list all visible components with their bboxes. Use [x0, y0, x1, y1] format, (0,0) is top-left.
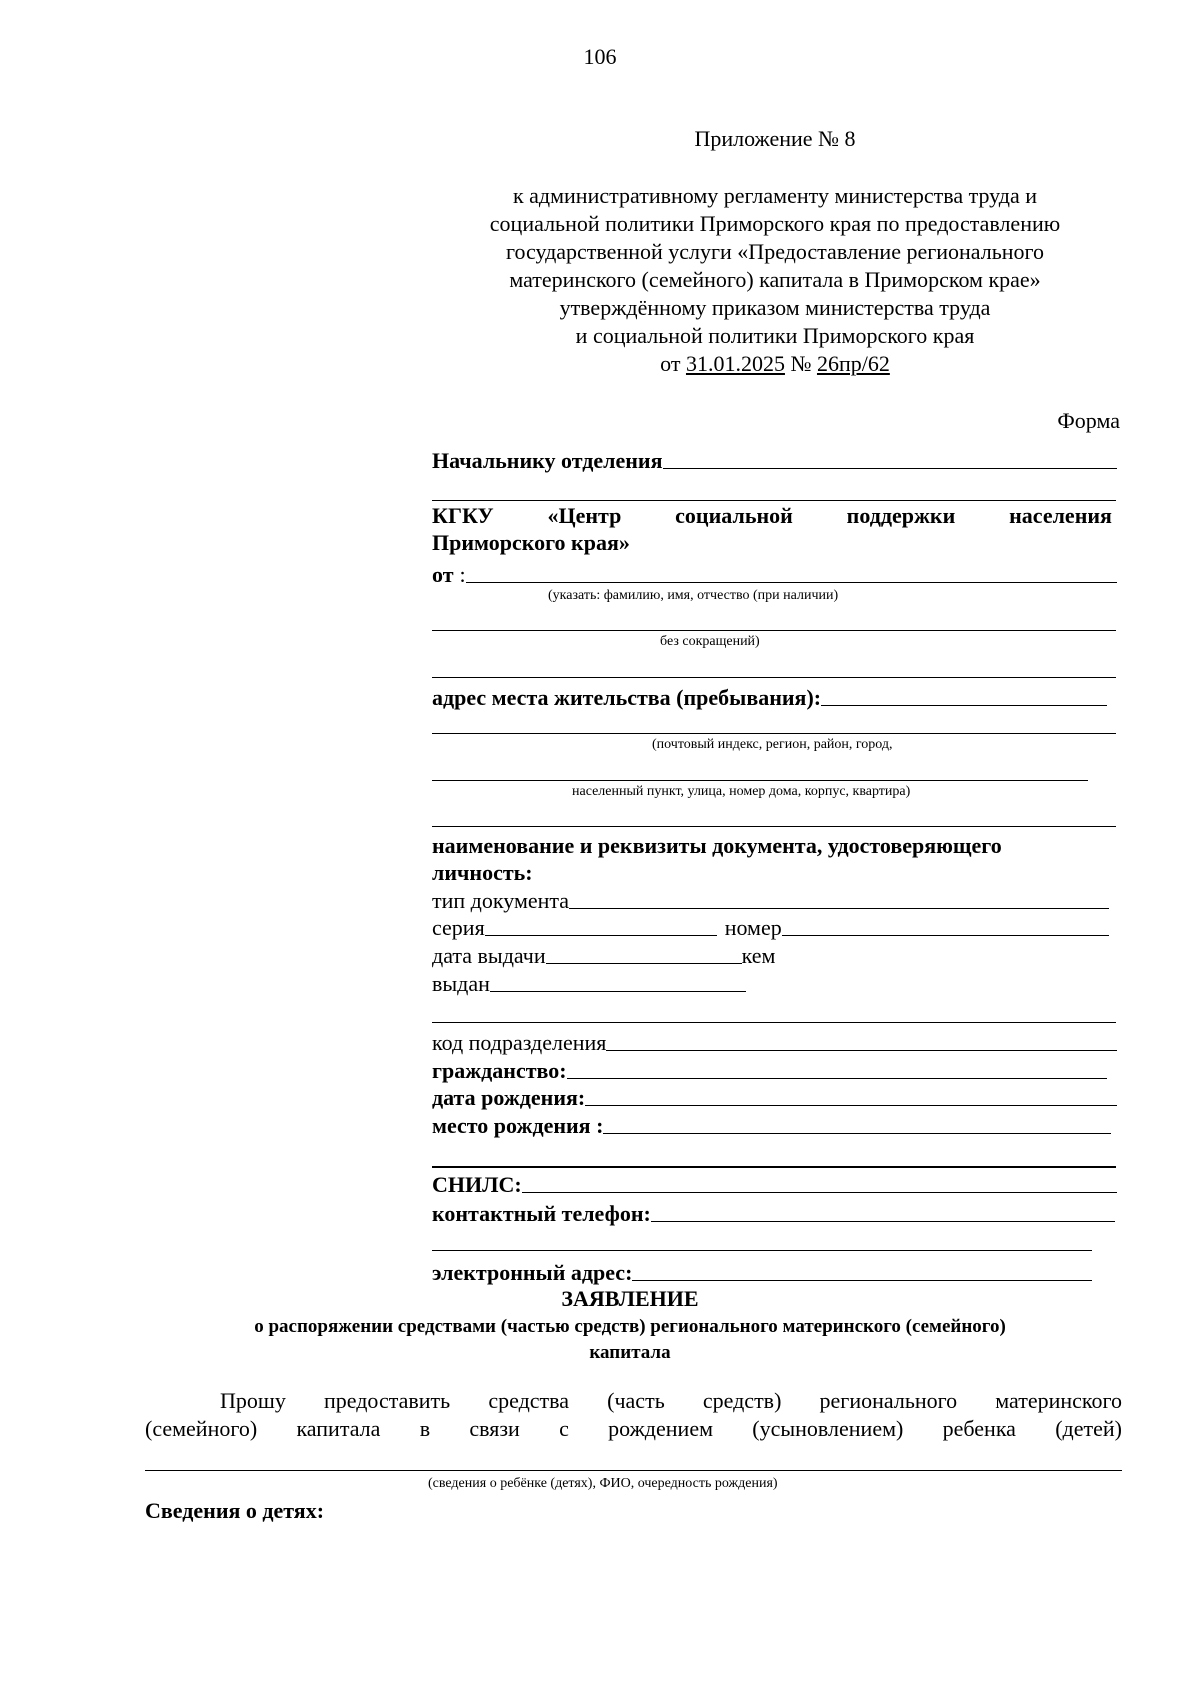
document-type-field[interactable]: [432, 884, 1109, 914]
snils-label: СНИЛС:: [432, 1172, 522, 1197]
email-line: [632, 1280, 1092, 1281]
hint-fio: (указать: фамилию, имя, отчество (при наличии): [548, 588, 839, 603]
division-code-label: код подразделения: [432, 1030, 607, 1055]
para-word: рождением: [608, 1416, 713, 1441]
para-word: регионального: [819, 1388, 958, 1413]
citizenship-label: гражданство:: [432, 1058, 567, 1083]
snils-field[interactable]: [432, 1168, 1117, 1198]
division-code-line: [606, 1050, 1117, 1051]
head-of-department-line: [663, 468, 1117, 469]
order-number-sign: №: [790, 351, 812, 376]
series-label: серия: [432, 915, 485, 940]
head-of-department-field[interactable]: [432, 444, 1117, 474]
blank-line: [432, 630, 1116, 631]
issued-by-line: [490, 991, 746, 992]
id-document-heading-2: личность:: [432, 860, 533, 885]
blank-line: [432, 677, 1116, 678]
from-colon: :: [459, 562, 466, 587]
para-word: материнского: [995, 1388, 1122, 1413]
id-document-heading: наименование и реквизиты документа, удостоверяющего: [432, 833, 1002, 858]
kgku-word: социальной: [675, 503, 793, 528]
para-word: (часть: [607, 1388, 665, 1413]
regulation-line: социальной политики Приморского края по предоставлению: [489, 211, 1061, 236]
hint-no-abbreviation: без сокращений): [660, 634, 760, 649]
blank-line: [432, 780, 1088, 781]
order-line: [430, 350, 1120, 378]
hint-address-2: населенный пункт, улица, номер дома, корпус, квартира): [572, 784, 911, 799]
snils-line: [522, 1192, 1117, 1193]
regulation-line: государственной услуги «Предоставление регионального: [505, 239, 1045, 264]
kgku-line: [432, 503, 1112, 529]
para-word: с: [559, 1416, 569, 1441]
email-field[interactable]: [432, 1256, 1092, 1286]
birth-date-label: дата рождения:: [432, 1085, 586, 1110]
order-date: 31.01.2025: [685, 351, 785, 376]
document-type-label: тип документа: [432, 888, 570, 913]
citizenship-field[interactable]: [432, 1054, 1107, 1084]
para-word: капитала: [296, 1416, 381, 1441]
issue-date-label: дата выдачи: [432, 943, 546, 968]
birth-place-line: [603, 1133, 1111, 1134]
from-label: от: [432, 562, 454, 587]
address-line: [821, 705, 1107, 706]
blank-line: [432, 826, 1116, 827]
para-word: (семейного): [145, 1416, 258, 1441]
kgku-word: поддержки: [846, 503, 956, 528]
para-word: средств): [702, 1388, 782, 1413]
para-word: ребенка: [942, 1416, 1016, 1441]
number-line: [782, 935, 1109, 936]
birth-place-label: место рождения :: [432, 1113, 604, 1138]
para-word: (усыновлением): [752, 1416, 904, 1441]
series-number-field[interactable]: [432, 911, 1109, 941]
form-label: Форма: [1057, 408, 1120, 433]
address-field[interactable]: [432, 681, 1107, 711]
page-number: 106: [583, 44, 617, 69]
citizenship-line: [567, 1078, 1107, 1079]
order-prefix: от: [660, 351, 681, 376]
birth-date-line: [585, 1105, 1117, 1106]
phone-label: контактный телефон:: [432, 1201, 651, 1226]
blank-line: [432, 1022, 1116, 1023]
regulation-line: утверждённому приказом министерства труда: [559, 295, 991, 320]
head-of-department-label: Начальнику отделения: [432, 448, 663, 473]
para-word: (детей): [1055, 1416, 1122, 1441]
blank-line: [432, 500, 1116, 501]
regulation-line: материнского (семейного) капитала в Приморском крае»: [509, 267, 1041, 292]
appendix-title: Приложение № 8: [694, 126, 856, 151]
address-label: адрес места жительства (пребывания):: [432, 685, 822, 710]
regulation-line: и социальной политики Приморского края: [575, 323, 975, 348]
para-word: связи: [469, 1416, 520, 1441]
issued-by-label: кем: [741, 943, 776, 968]
email-label: электронный адрес:: [432, 1260, 633, 1285]
kgku-word: КГКУ: [432, 503, 494, 528]
statement-paragraph-line-2: [145, 1416, 1122, 1442]
birth-date-field[interactable]: [432, 1081, 1117, 1111]
children-heading: Сведения о детях:: [145, 1498, 325, 1523]
kgku-word: населения: [1009, 503, 1112, 528]
from-field[interactable]: [432, 558, 1117, 588]
kgku-line-2: Приморского края»: [432, 530, 630, 555]
para-word: предоставить: [323, 1388, 451, 1413]
number-label: номер: [724, 915, 782, 940]
statement-paragraph-line-1: [145, 1388, 1122, 1414]
blank-line: [432, 733, 1116, 734]
issue-date-field[interactable]: [432, 939, 775, 969]
division-code-field[interactable]: [432, 1026, 1117, 1056]
order-number: 26пр/62: [816, 351, 890, 376]
document-type-line: [569, 908, 1109, 909]
regulation-reference: [430, 182, 1120, 378]
para-word: в: [419, 1416, 431, 1441]
blank-line: [432, 1250, 1092, 1251]
statement-title: ЗАЯВЛЕНИЕ: [561, 1286, 699, 1311]
kgku-word: «Центр: [547, 503, 622, 528]
para-word: средства: [488, 1388, 570, 1413]
statement-subtitle: о распоряжении средствами (частью средств) регионального материнского (семейного): [254, 1316, 1006, 1337]
regulation-line: к административному регламенту министерства труда и: [512, 183, 1038, 208]
from-line: [466, 582, 1117, 583]
statement-subtitle-2: капитала: [589, 1342, 671, 1363]
series-line: [485, 935, 717, 936]
hint-address-1: (почтовый индекс, регион, район, город,: [652, 737, 893, 752]
phone-field[interactable]: [432, 1197, 1115, 1227]
para-word: Прошу: [220, 1388, 286, 1413]
issued-by-field[interactable]: [432, 967, 746, 997]
children-info-line[interactable]: [145, 1470, 1122, 1471]
issue-date-line: [546, 963, 742, 964]
phone-line: [651, 1221, 1115, 1222]
issued-by-label-2: выдан: [432, 971, 490, 996]
birth-place-field[interactable]: [432, 1109, 1111, 1139]
hint-children: (сведения о ребёнке (детях), ФИО, очередность рождения): [428, 1476, 778, 1491]
